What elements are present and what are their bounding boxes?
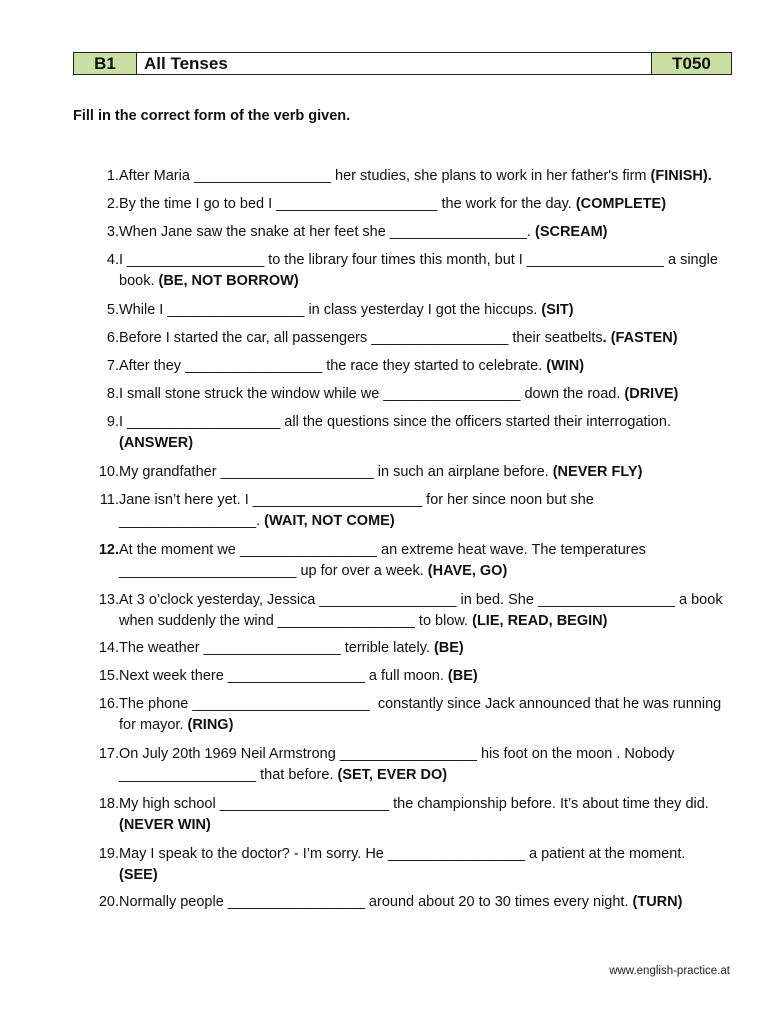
- exercise-number: 6.: [106, 330, 119, 346]
- verb-hint: (SET, EVER DO): [337, 767, 448, 783]
- exercise-text: [119, 540, 726, 582]
- exercise-item: [86, 794, 726, 836]
- exercise-item: [86, 300, 726, 321]
- exercise-number: 5.: [106, 302, 119, 318]
- exercise-sentence: May I speak to the doctor? - I’m sorry. He _________________ a patient at the moment.: [119, 846, 690, 862]
- header-table: [73, 52, 732, 75]
- exercise-text: [119, 222, 726, 243]
- exercise-item: [86, 412, 726, 454]
- exercise-number: 10.: [98, 464, 119, 480]
- exercise-number: 19.: [98, 846, 119, 862]
- exercise-text: [119, 744, 726, 786]
- exercise-text: [119, 694, 726, 736]
- verb-hint: (LIE, READ, BEGIN): [472, 613, 608, 629]
- level-cell: B1: [74, 53, 137, 74]
- exercise-text: [119, 844, 726, 886]
- exercise-sentence: Before I started the car, all passengers _________________ their seatbelts: [119, 330, 603, 346]
- exercise-text: [119, 590, 726, 632]
- exercise-sentence: When Jane saw the snake at her feet she _________________.: [119, 224, 535, 240]
- verb-hint: (FINISH).: [650, 168, 712, 184]
- verb-hint: . (FASTEN): [602, 330, 678, 346]
- verb-hint: (WAIT, NOT COME): [264, 513, 395, 529]
- exercise-sentence: Next week there _________________ a full moon.: [119, 668, 448, 684]
- exercise-item: [86, 666, 726, 687]
- verb-hint: (BE): [433, 640, 464, 656]
- verb-hint: (BE): [447, 668, 478, 684]
- exercise-sentence: I small stone struck the window while we _________________ down the road.: [119, 386, 625, 402]
- exercise-number: 8.: [106, 386, 119, 402]
- exercise-number: 4.: [106, 252, 119, 268]
- verb-hint: (SIT): [541, 302, 574, 318]
- footer-url: www.english-practice.at: [609, 965, 730, 977]
- exercise-item: [86, 590, 726, 632]
- exercise-sentence: Normally people _________________ around about 20 to 30 times every night.: [119, 894, 633, 910]
- exercise-item: [86, 194, 726, 215]
- exercise-sentence: I _________________ to the library four times this month, but I _________________ a single book.: [119, 252, 722, 289]
- exercise-sentence: By the time I go to bed I ____________________ the work for the day.: [119, 196, 576, 212]
- exercise-text: [119, 250, 726, 292]
- exercise-number: 11.: [99, 492, 119, 508]
- exercise-text: [119, 300, 726, 321]
- verb-hint: (SCREAM): [534, 224, 608, 240]
- exercise-sentence: While I _________________ in class yesterday I got the hiccups.: [119, 302, 542, 318]
- exercise-text: [119, 462, 726, 483]
- verb-hint: (NEVER FLY): [552, 464, 643, 480]
- exercise-sentence: I ___________________ all the questions since the officers started their interrogation.: [119, 414, 675, 430]
- verb-hint: (SEE): [119, 867, 158, 883]
- exercise-number: 14.: [98, 640, 119, 656]
- exercise-sentence: The phone ______________________ constantly since Jack announced that he was running for mayor.: [119, 696, 726, 733]
- exercise-item: [86, 328, 726, 349]
- title-cell: All Tenses: [137, 53, 651, 74]
- exercise-text: [119, 328, 726, 349]
- exercise-number: 1.: [106, 168, 119, 184]
- code-cell: T050: [651, 53, 731, 74]
- verb-hint: (ANSWER): [119, 435, 194, 451]
- exercise-text: [119, 194, 726, 215]
- exercise-text: [119, 490, 726, 532]
- exercise-sentence: My high school _____________________ the championship before. It’s about time they did.: [119, 796, 713, 812]
- exercise-number: 13.: [98, 592, 119, 608]
- exercise-sentence: My grandfather ___________________ in such an airplane before.: [119, 464, 553, 480]
- exercise-item: [86, 166, 726, 187]
- exercise-sentence: After they _________________ the race they started to celebrate.: [119, 358, 547, 374]
- exercise-number: 15.: [98, 668, 119, 684]
- exercise-number: 17.: [98, 746, 119, 762]
- exercise-number: 7.: [106, 358, 119, 374]
- exercise-item: [86, 462, 726, 483]
- exercise-item: [86, 540, 726, 582]
- exercise-item: [86, 250, 726, 292]
- instruction-text: Fill in the correct form of the verb given.: [73, 108, 351, 124]
- exercise-number: 3.: [106, 224, 119, 240]
- exercise-sentence: Jane isn’t here yet. I _____________________ for her since noon but she _________________.: [119, 492, 598, 529]
- exercise-sentence: At 3 o’clock yesterday, Jessica _________________ in bed. She _________________ a book when suddenly the wind _________________ to blow.: [119, 592, 727, 629]
- exercise-text: [119, 794, 726, 836]
- verb-hint: (RING): [187, 717, 234, 733]
- exercise-text: [119, 638, 726, 659]
- exercise-number: 2.: [106, 196, 119, 212]
- exercise-text: [119, 892, 726, 913]
- exercise-item: [86, 638, 726, 659]
- verb-hint: (TURN): [632, 894, 683, 910]
- verb-hint: (BE, NOT BORROW): [158, 273, 299, 289]
- exercise-item: [86, 222, 726, 243]
- exercise-item: [86, 356, 726, 377]
- exercise-text: [119, 384, 726, 405]
- verb-hint: (HAVE, GO): [427, 563, 508, 579]
- exercise-item: [86, 384, 726, 405]
- exercise-number: 16.: [98, 696, 119, 712]
- exercise-text: [119, 412, 726, 454]
- exercise-sentence: On July 20th 1969 Neil Armstrong _________________ his foot on the moon . Nobody _________________ that before.: [119, 746, 679, 783]
- exercise-sentence: At the moment we _________________ an extreme heat wave. The temperatures ______________________ up for over a week.: [119, 542, 650, 579]
- exercise-item: [86, 744, 726, 786]
- exercise-sentence: The weather _________________ terrible lately.: [119, 640, 434, 656]
- verb-hint: (COMPLETE): [575, 196, 667, 212]
- exercise-text: [119, 166, 726, 187]
- exercise-number: 9.: [106, 414, 119, 430]
- verb-hint: (DRIVE): [624, 386, 679, 402]
- exercise-number: 20.: [98, 894, 119, 910]
- exercise-number: 18.: [98, 796, 119, 812]
- exercise-sentence: After Maria _________________ her studies, she plans to work in her father's firm: [119, 168, 651, 184]
- exercise-item: [86, 892, 726, 913]
- exercise-item: [86, 694, 726, 736]
- exercise-item: [86, 844, 726, 886]
- verb-hint: (WIN): [546, 358, 585, 374]
- verb-hint: (NEVER WIN): [119, 817, 211, 833]
- exercise-item: [86, 490, 726, 532]
- exercise-number: 12.: [98, 542, 119, 558]
- exercise-text: [119, 666, 726, 687]
- exercise-text: [119, 356, 726, 377]
